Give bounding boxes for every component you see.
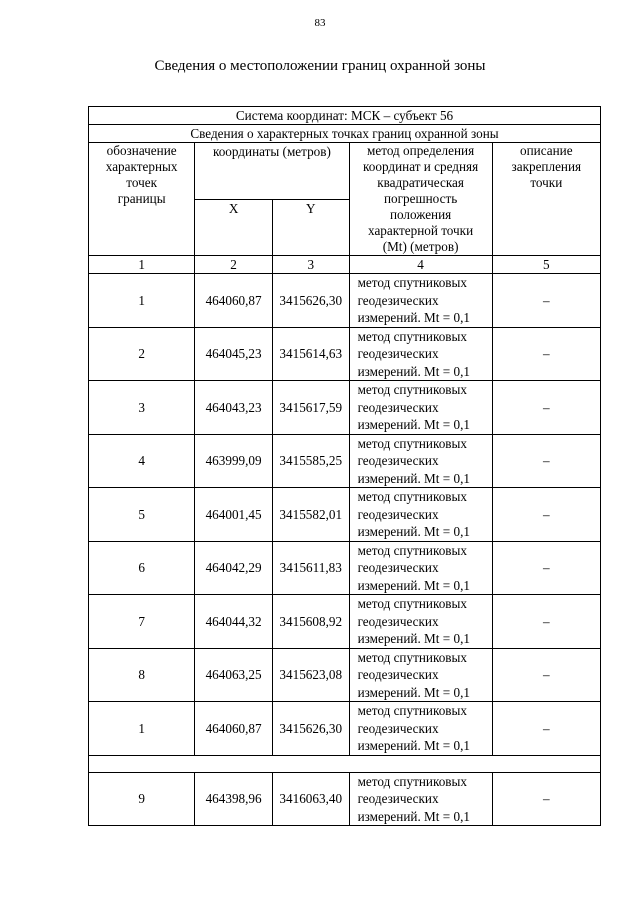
y-coordinate-cell: 3416063,40 — [272, 772, 349, 826]
document-title: Сведения о местоположении границ охранной зоны — [154, 58, 486, 74]
header-point-designation — [89, 143, 195, 256]
x-coordinate-cell: 464060,87 — [195, 702, 273, 756]
header-text-line: (Mt) (метров) — [382, 239, 459, 254]
page-number: 83 — [314, 17, 326, 29]
point-number-cell: 7 — [89, 595, 195, 649]
header-text-line: точки — [530, 175, 563, 190]
method-text-line: геодезических — [357, 292, 439, 308]
header-text-line: положения — [389, 207, 452, 222]
column-number-row — [89, 256, 601, 274]
x-coordinate-cell: 464043,23 — [195, 381, 273, 435]
method-text-line: измерений. Mt = 0,1 — [357, 808, 470, 824]
header-description — [492, 143, 600, 256]
x-coordinate-cell: 464063,25 — [195, 648, 273, 702]
header-text-line: погрешность — [383, 191, 458, 206]
method-text-line: измерений. Mt = 0,1 — [357, 363, 470, 379]
table-row — [89, 488, 601, 542]
point-number-cell: 1 — [89, 274, 195, 328]
column-number: 3 — [272, 256, 349, 274]
x-coordinate-cell: 464044,32 — [195, 595, 273, 649]
header-text-line: квадратическая — [377, 175, 464, 190]
x-coordinate-cell: 464060,87 — [195, 274, 273, 328]
table-row — [89, 595, 601, 649]
table-row — [89, 274, 601, 328]
coordinate-system-row — [89, 107, 601, 125]
point-number-cell: 1 — [89, 702, 195, 756]
method-text-line: метод спутниковых — [357, 328, 467, 344]
x-coordinate-cell: 463999,09 — [195, 434, 273, 488]
method-text-line: измерений. Mt = 0,1 — [357, 738, 470, 753]
method-cell — [349, 648, 492, 702]
header-method — [349, 143, 492, 256]
method-cell — [349, 772, 492, 826]
table-row — [89, 381, 601, 435]
method-text-line: измерений. Mt = 0,1 — [357, 684, 470, 700]
point-number-cell: 8 — [89, 648, 195, 702]
point-number-cell: 3 — [89, 381, 195, 435]
method-text-line: метод спутниковых — [357, 542, 467, 558]
method-text-line: геодезических — [357, 791, 439, 806]
header-coordinates: координаты (метров) — [195, 143, 349, 200]
header-text-line: точек — [126, 175, 157, 190]
section-row — [89, 125, 601, 143]
y-coordinate-cell: 3415617,59 — [272, 381, 349, 435]
y-coordinate-cell: 3415626,30 — [272, 702, 349, 756]
description-cell: – — [492, 702, 600, 756]
table-row — [89, 541, 601, 595]
point-number-cell: 9 — [89, 772, 195, 826]
method-cell — [349, 381, 492, 435]
y-coordinate-cell: 3415582,01 — [272, 488, 349, 542]
y-coordinate-cell: 3415623,08 — [272, 648, 349, 702]
table-row — [89, 327, 601, 381]
header-y: Y — [272, 199, 349, 256]
description-cell: – — [492, 327, 600, 381]
y-coordinate-cell: 3415626,30 — [272, 274, 349, 328]
point-number-cell: 4 — [89, 434, 195, 488]
method-text-line: геодезических — [357, 346, 439, 361]
description-cell: – — [492, 648, 600, 702]
y-coordinate-cell: 3415608,92 — [272, 595, 349, 649]
column-number: 2 — [195, 256, 273, 274]
method-cell — [349, 702, 492, 756]
point-number-cell: 5 — [89, 488, 195, 542]
column-number: 4 — [349, 256, 492, 274]
description-cell: – — [492, 434, 600, 488]
x-coordinate-cell: 464001,45 — [195, 488, 273, 542]
method-text-line: измерений. Mt = 0,1 — [357, 417, 470, 432]
method-text-line: метод спутниковых — [357, 773, 467, 789]
x-coordinate-cell: 464045,23 — [195, 327, 273, 381]
method-text-line: геодезических — [357, 453, 439, 468]
description-cell: – — [492, 488, 600, 542]
method-text-line: метод спутниковых — [357, 596, 467, 611]
separator-row — [89, 755, 601, 772]
description-cell: – — [492, 772, 600, 826]
method-text-line: метод спутниковых — [357, 703, 467, 718]
method-text-line: геодезических — [357, 560, 439, 575]
description-cell: – — [492, 595, 600, 649]
header-text-line: границы — [117, 191, 166, 206]
method-cell — [349, 488, 492, 542]
method-text-line: геодезических — [357, 399, 439, 415]
table-row — [89, 648, 601, 702]
header-text-line: характерных — [105, 159, 178, 174]
method-text-line: метод спутниковых — [357, 489, 467, 504]
method-text-line: метод спутниковых — [357, 649, 467, 665]
method-cell — [349, 274, 492, 328]
method-text-line: метод спутниковых — [357, 275, 467, 290]
method-cell — [349, 327, 492, 381]
y-coordinate-cell: 3415614,63 — [272, 327, 349, 381]
description-cell: – — [492, 381, 600, 435]
header-text-line: обозначение — [106, 143, 177, 158]
method-text-line: геодезических — [357, 667, 439, 682]
method-cell — [349, 434, 492, 488]
header-row-1 — [89, 143, 601, 200]
method-text-line: измерений. Mt = 0,1 — [357, 310, 470, 325]
method-text-line: измерений. Mt = 0,1 — [357, 577, 470, 593]
method-cell — [349, 595, 492, 649]
point-number-cell: 2 — [89, 327, 195, 381]
method-text-line: геодезических — [357, 613, 439, 629]
y-coordinate-cell: 3415585,25 — [272, 434, 349, 488]
boundary-points-table — [88, 106, 601, 826]
header-x: X — [195, 199, 273, 256]
method-text-line: измерений. Mt = 0,1 — [357, 470, 470, 486]
table-row — [89, 702, 601, 756]
column-number: 5 — [492, 256, 600, 274]
header-text-line: метод определения — [367, 143, 475, 158]
method-text-line: геодезических — [357, 506, 439, 522]
x-coordinate-cell: 464398,96 — [195, 772, 273, 826]
table-row — [89, 772, 601, 826]
coordinate-system-cell: Система координат: МСК – субъект 56 — [89, 107, 601, 125]
table-row — [89, 434, 601, 488]
method-cell — [349, 541, 492, 595]
header-text-line: закрепления — [511, 159, 582, 174]
section-cell: Сведения о характерных точках границ охранной зоны — [89, 125, 601, 143]
point-number-cell: 6 — [89, 541, 195, 595]
description-cell: – — [492, 541, 600, 595]
header-text-line: описание — [520, 143, 573, 158]
separator-cell — [89, 755, 601, 772]
method-text-line: метод спутниковых — [357, 435, 467, 451]
header-text-line: координат и средняя — [363, 159, 479, 174]
method-text-line: метод спутниковых — [357, 382, 467, 397]
method-text-line: геодезических — [357, 720, 439, 736]
description-cell: – — [492, 274, 600, 328]
method-text-line: измерений. Mt = 0,1 — [357, 631, 470, 646]
x-coordinate-cell: 464042,29 — [195, 541, 273, 595]
header-text-line: характерной точки — [368, 223, 474, 238]
method-text-line: измерений. Mt = 0,1 — [357, 524, 470, 539]
column-number: 1 — [89, 256, 195, 274]
y-coordinate-cell: 3415611,83 — [272, 541, 349, 595]
